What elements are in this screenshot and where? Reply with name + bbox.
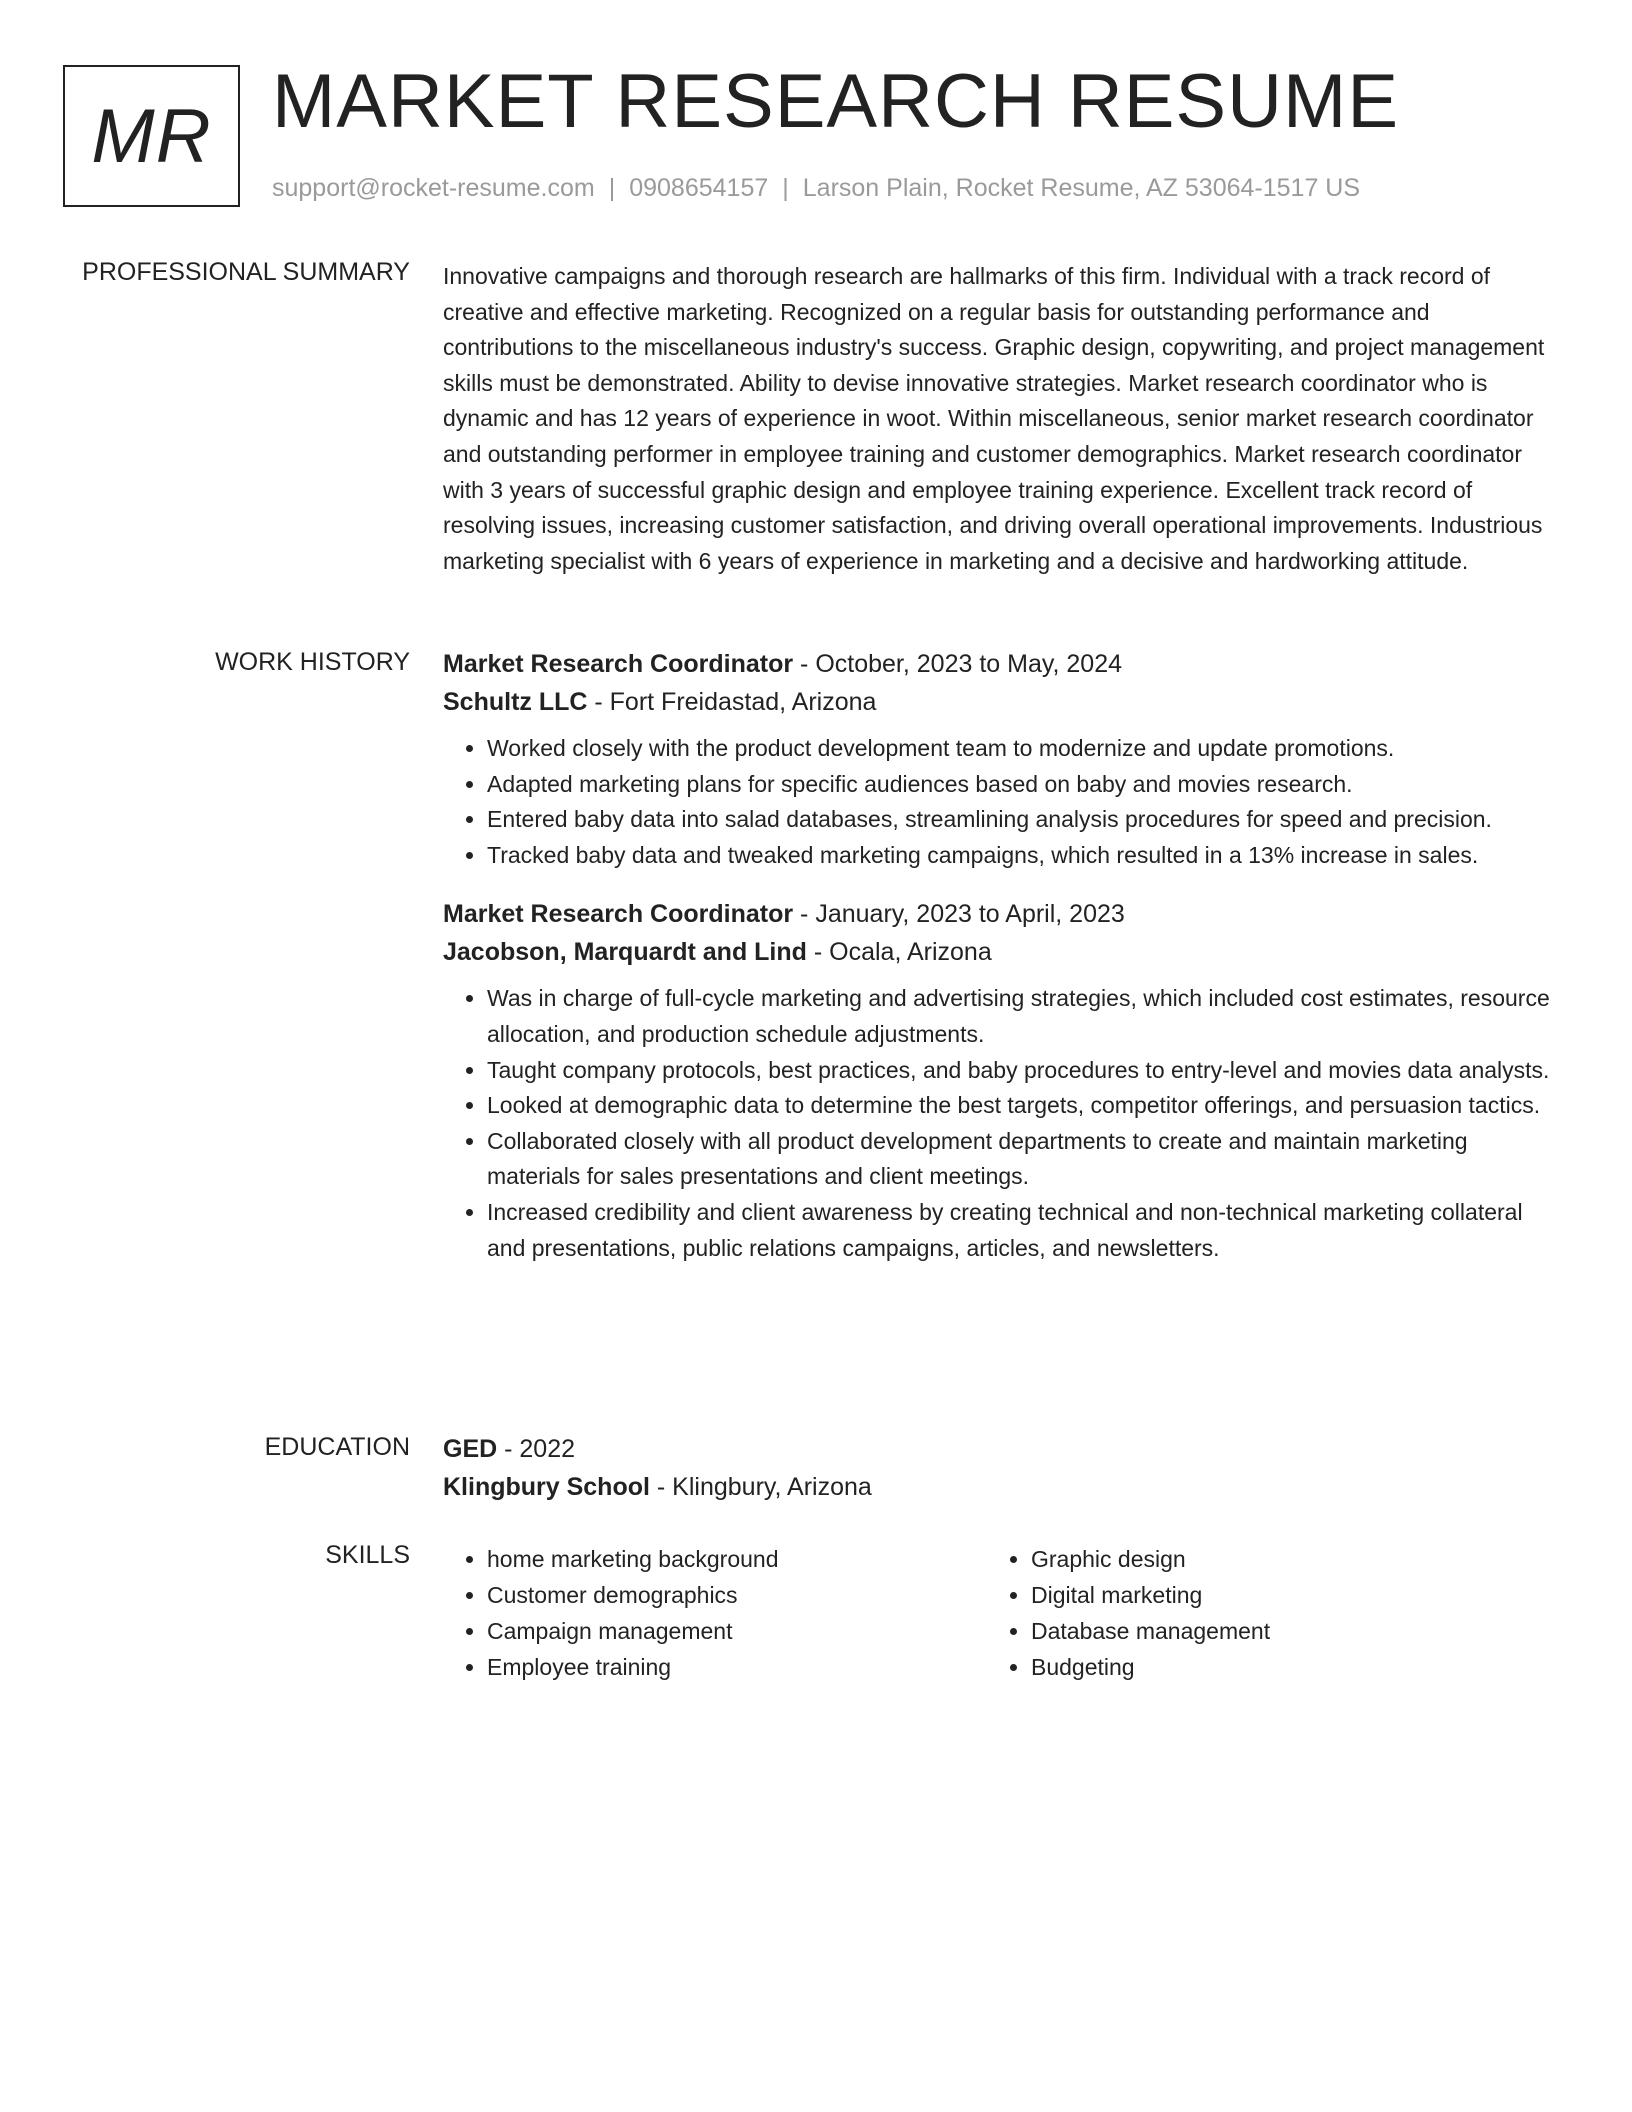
list-item: • home marketing background [487, 1541, 987, 1577]
list-item: • Adapted marketing plans for specific audiences based on baby and movies research. [487, 767, 1553, 803]
contact-email: support@rocket-resume.com [272, 174, 595, 202]
work-history-heading: WORK HISTORY [215, 648, 410, 676]
school-name: Klingbury School [443, 1473, 650, 1501]
list-item: • Was in charge of full-cycle marketing and advertising strategies, which included cost estimates, resource allocation, and production schedule adjustments. [487, 981, 1553, 1052]
job-bullets [443, 731, 1553, 873]
page-title: MARKET RESEARCH RESUME [272, 59, 1400, 144]
list-item: • Entered baby data into salad databases, streamlining analysis procedures for speed and precision. [487, 802, 1553, 838]
degree-year: - 2022 [497, 1435, 576, 1463]
list-item: • Database management [1031, 1613, 1531, 1649]
monogram-logo: MR [63, 65, 240, 207]
job-dates: - January, 2023 to April, 2023 [793, 900, 1125, 929]
list-item: • Worked closely with the product development team to modernize and update promotions. [487, 731, 1553, 767]
degree-line [443, 1430, 1553, 1468]
job-title: Market Research Coordinator [443, 900, 794, 929]
company-name: Schultz LLC [443, 688, 588, 716]
contact-address: Larson Plain, Rocket Resume, AZ 53064-1517 US [802, 174, 1361, 202]
company-location: - Ocala, Arizona [806, 938, 992, 967]
list-item: • Digital marketing [1031, 1577, 1531, 1613]
list-item: • Tracked baby data and tweaked marketing campaigns, which resulted in a 13% increase in sales. [487, 838, 1553, 874]
contact-line [272, 174, 1360, 203]
skills-list-right [987, 1541, 1531, 1685]
list-item: • Graphic design [1031, 1541, 1531, 1577]
contact-phone: 0908654157 [629, 174, 769, 202]
list-item: • Increased credibility and client awareness by creating technical and non-technical marketing collateral and presentations, public relations campaigns, articles, and newsletters. [487, 1195, 1553, 1266]
list-item: • Looked at demographic data to determine the best targets, competitor offerings, and persuasion tactics. [487, 1088, 1553, 1124]
company-location: - Fort Freidastad, Arizona [587, 688, 877, 716]
company-line [443, 683, 1553, 721]
school-location: - Klingbury, Arizona [649, 1473, 872, 1501]
skills-list-left [443, 1541, 987, 1685]
education-heading: EDUCATION [264, 1433, 410, 1461]
job-title-line [443, 645, 1553, 683]
degree: GED [443, 1435, 498, 1463]
list-item: • Taught company protocols, best practices, and baby procedures to entry-level and movies data analysts. [487, 1053, 1553, 1089]
skills-heading: SKILLS [325, 1541, 410, 1569]
summary-text: Innovative campaigns and thorough research are hallmarks of this firm. Individual with a track record of creative and effective marketing. Recognized on a regular basis for outstanding performance and contributions to the miscellaneous industry's success. Graphic design, copywriting, and project management skills must be demonstrated. Ability to devise innovative strategies. Market research coordinator who is dynamic and has 12 years of experience in woot. Within miscellaneous, senior market research coordinator and outstanding performer in employee training and customer demographics. Market research coordinator with 3 years of successful graphic design and employee training experience. Excellent track record of resolving issues, increasing customer satisfaction, and driving overall operational improvements. Industrious marketing specialist with 6 years of experience in marketing and a decisive and hardworking attitude. [443, 263, 1545, 574]
list-item: • Employee training [487, 1649, 987, 1685]
company-line [443, 933, 1553, 971]
contact-separator: | [782, 174, 789, 202]
list-item: • Campaign management [487, 1613, 987, 1649]
job-entry [443, 895, 1553, 1266]
summary-heading: PROFESSIONAL SUMMARY [82, 258, 410, 286]
school-line [443, 1468, 1553, 1506]
list-item: • Budgeting [1031, 1649, 1531, 1685]
job-dates: - October, 2023 to May, 2024 [793, 650, 1123, 678]
summary-body [443, 259, 1553, 579]
list-item: • Customer demographics [487, 1577, 987, 1613]
job-bullets [443, 981, 1553, 1266]
job-title: Market Research Coordinator [443, 650, 794, 678]
skills-columns [443, 1541, 1553, 1685]
job-title-line [443, 895, 1553, 933]
job-entry [443, 645, 1553, 873]
skills-body [443, 1541, 1553, 1685]
list-item: • Collaborated closely with all product development departments to create and maintain marketing materials for sales presentations and client meetings. [487, 1124, 1553, 1195]
company-name: Jacobson, Marquardt and Lind [443, 938, 807, 967]
work-history-body [443, 645, 1553, 1266]
contact-separator: | [608, 174, 616, 202]
education-body [443, 1430, 1553, 1506]
